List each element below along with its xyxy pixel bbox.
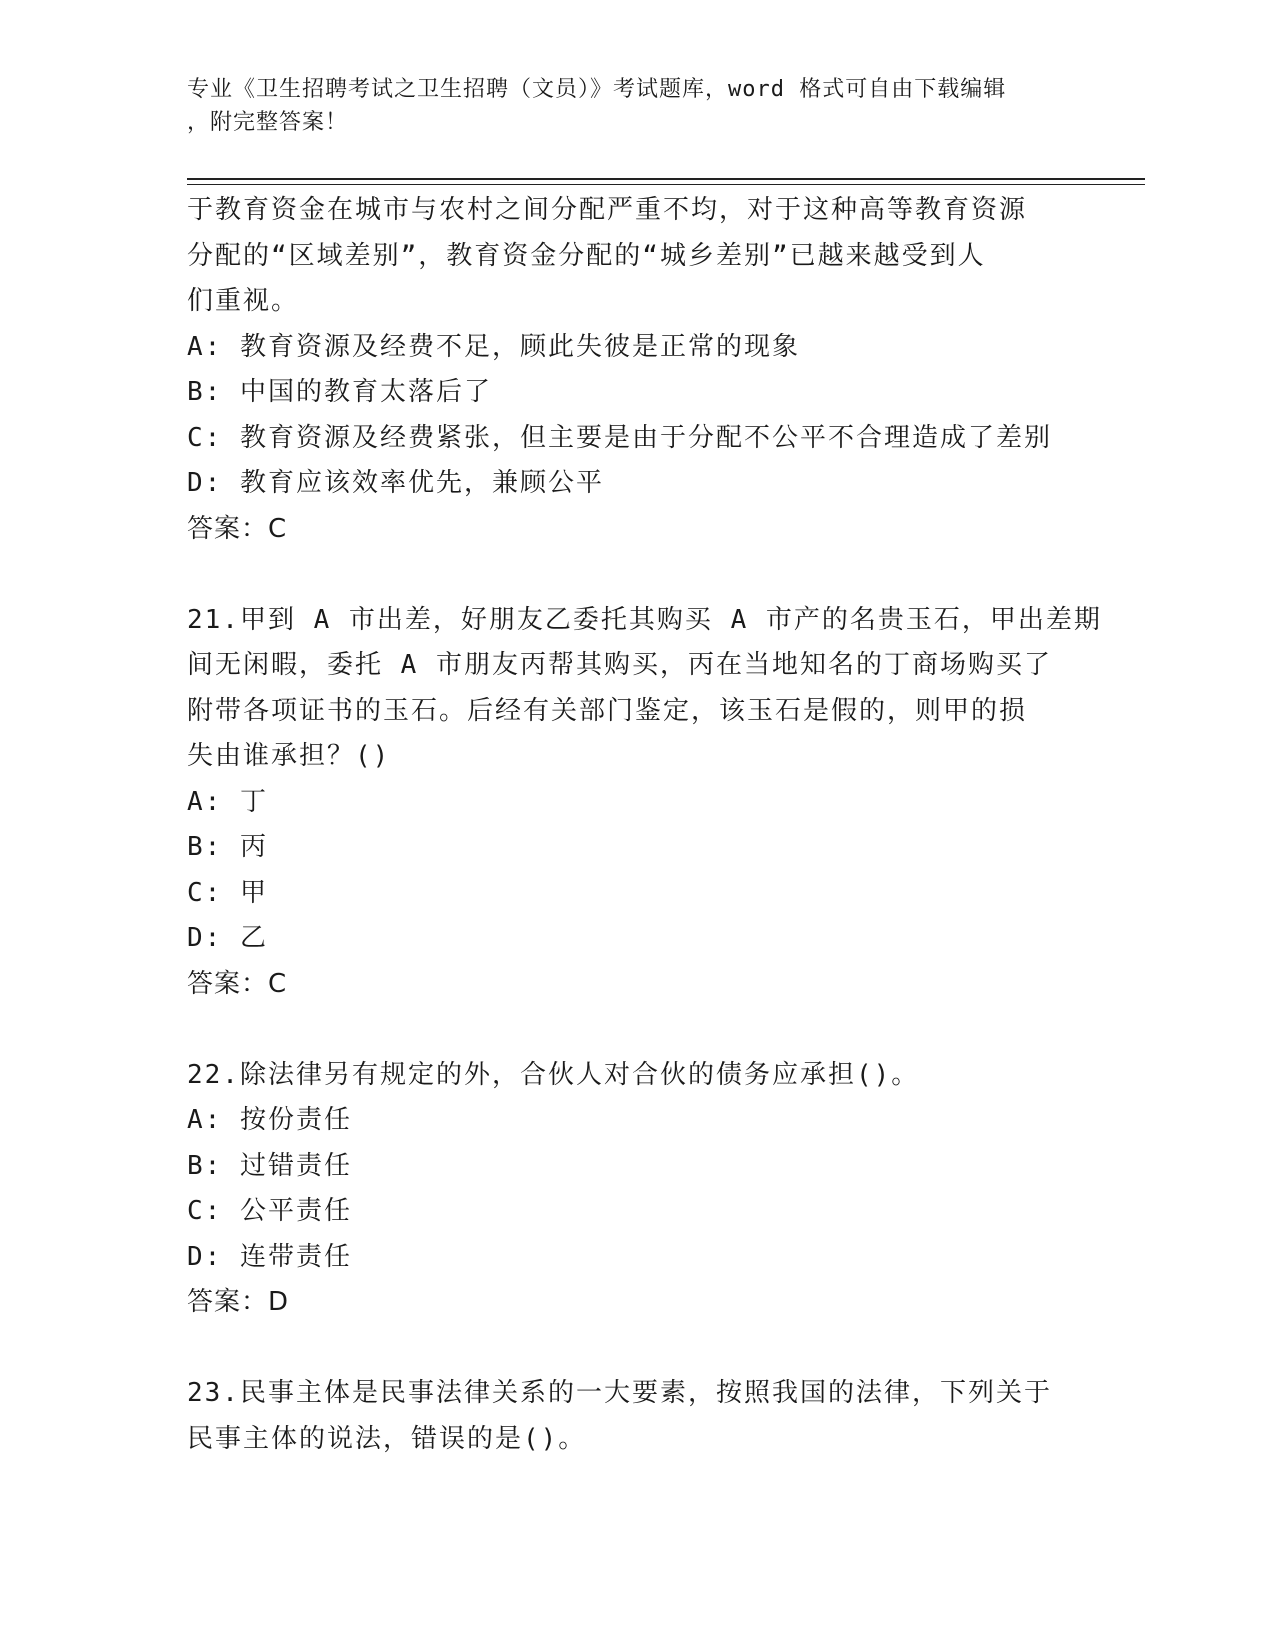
question-stem-line: 附带各项证书的玉石。后经有关部门鉴定，该玉石是假的，则甲的损 — [187, 695, 1028, 726]
option-a: A: 丁 — [187, 786, 268, 817]
option-d: D: 连带责任 — [187, 1241, 352, 1272]
option-a: A: 按份责任 — [187, 1105, 352, 1135]
question-stem-line: 失由谁承担？() — [187, 741, 391, 771]
question-stem-line: 民事主体的说法，错误的是()。 — [187, 1423, 587, 1454]
document-header — [187, 73, 1067, 139]
option-b: B: 丙 — [187, 832, 268, 862]
answer-line: 答案：D — [187, 1287, 290, 1317]
header-line-1: 专业《卫生招聘考试之卫生招聘（文员）》考试题库，word 格式可自由下载编辑 — [187, 77, 1007, 102]
header-rule-thick — [187, 178, 1145, 180]
question-list — [187, 188, 1102, 1462]
option-b: B: 过错责任 — [187, 1150, 352, 1181]
spacer — [187, 1326, 1067, 1372]
question-21 — [187, 598, 1102, 1008]
option-c: C: 甲 — [187, 877, 268, 908]
question-20 — [187, 188, 1067, 552]
question-22 — [187, 1053, 1067, 1326]
question-23 — [187, 1371, 1067, 1462]
option-d: D: 教育应该效率优先，兼顾公平 — [187, 468, 604, 498]
option-a: A: 教育资源及经费不足，顾此失彼是正常的现象 — [187, 331, 800, 362]
question-stem-line: 21.甲到 A 市出差，好朋友乙委托其购买 A 市产的名贵玉石，甲出差期 — [187, 604, 1102, 635]
option-c: C: 公平责任 — [187, 1196, 352, 1226]
question-stem-line: 分配的“区域差别”，教育资金分配的“城乡差别”已越来越受到人 — [187, 240, 986, 271]
header-rule-thin — [187, 184, 1145, 185]
header-line-2: ，附完整答案！ — [187, 110, 349, 135]
spacer — [187, 1007, 1067, 1053]
spacer — [187, 552, 1067, 598]
question-stem-line: 们重视。 — [187, 286, 300, 316]
option-c: C: 教育资源及经费紧张，但主要是由于分配不公平不合理造成了差别 — [187, 422, 1052, 453]
question-stem-line: 22.除法律另有规定的外，合伙人对合伙的债务应承担()。 — [187, 1059, 920, 1090]
question-stem-line: 于教育资金在城市与农村之间分配严重不均，对于这种高等教育资源 — [187, 195, 1028, 225]
question-stem-line: 23.民事主体是民事法律关系的一大要素，按照我国的法律，下列关于 — [187, 1378, 1052, 1408]
option-d: D: 乙 — [187, 923, 268, 953]
answer-line: 答案：C — [187, 513, 288, 544]
option-b: B: 中国的教育太落后了 — [187, 377, 492, 407]
question-stem-line: 间无闲暇，委托 A 市朋友丙帮其购买，丙在当地知名的丁商场购买了 — [187, 650, 1052, 680]
answer-line: 答案：C — [187, 968, 288, 999]
